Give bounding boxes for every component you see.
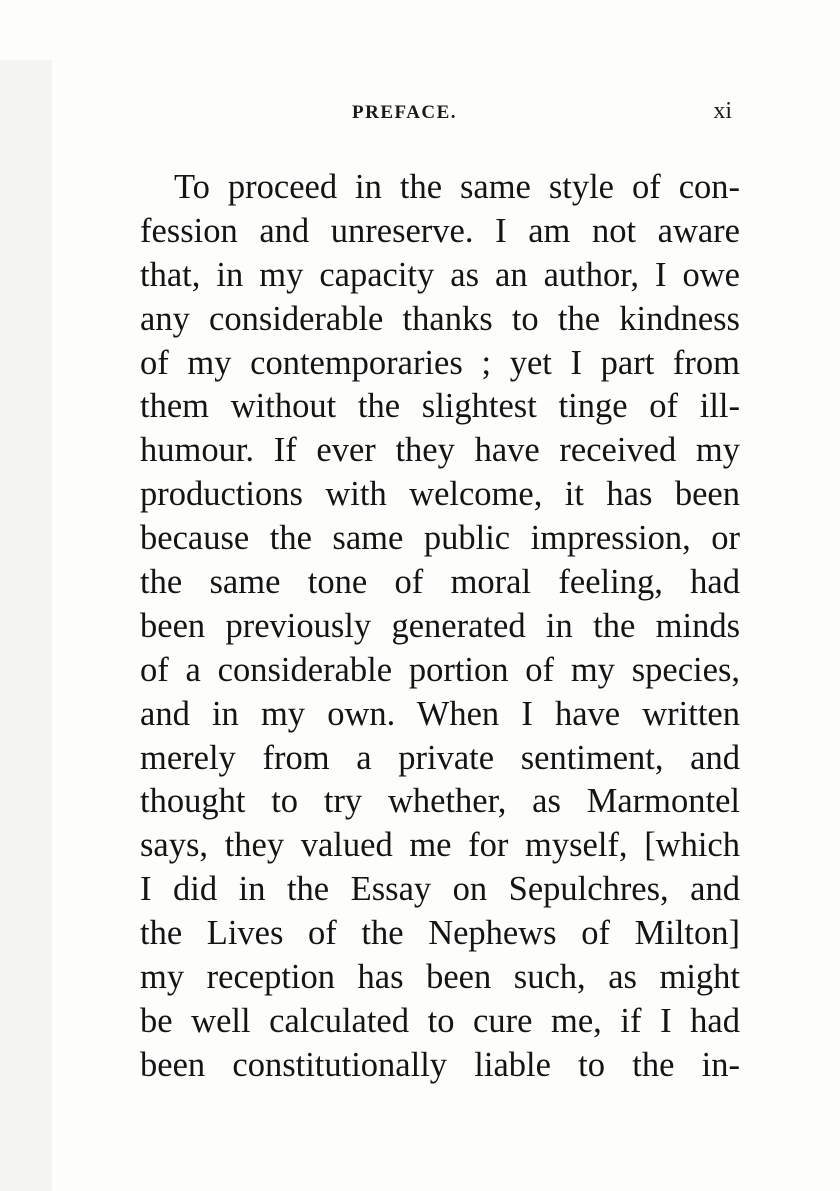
- text-line: says, they valued me for myself, [which: [140, 826, 740, 865]
- text-line: thought to try whether, as Marmontel: [140, 782, 740, 821]
- page-gutter: [0, 60, 52, 1191]
- text-line: any considerable thanks to the kindness: [140, 299, 740, 338]
- text-line: that, in my capacity as an author, I owe: [140, 255, 740, 294]
- text-line: of a considerable portion of my species,: [140, 650, 740, 689]
- text-line: fession and unreserve. I am not aware: [140, 211, 740, 250]
- text-line: To proceed in the same style of con-: [174, 168, 740, 206]
- text-line: of my contemporaries ; yet I part from: [140, 343, 740, 382]
- text-line: be well calculated to cure me, if I had: [140, 1001, 740, 1040]
- running-head: [140, 98, 740, 134]
- page-number: xi: [713, 98, 732, 124]
- text-line: the same tone of moral feeling, had: [140, 563, 740, 602]
- text-line: them without the slightest tinge of ill-: [140, 387, 740, 426]
- text-line: productions with welcome, it has been: [140, 475, 740, 514]
- text-line: the Lives of the Nephews of Milton]: [140, 914, 740, 953]
- text-line: merely from a private sentiment, and: [140, 738, 740, 777]
- text-line: humour. If ever they have received my: [140, 431, 740, 470]
- text-line: and in my own. When I have written: [140, 694, 740, 733]
- text-line: my reception has been such, as might: [140, 958, 740, 997]
- text-line: been previously generated in the minds: [140, 606, 740, 645]
- running-head-title: PREFACE.: [352, 102, 458, 123]
- text-line: I did in the Essay on Sepulchres, and: [140, 870, 740, 909]
- text-line: because the same public impression, or: [140, 519, 740, 558]
- text-line: been constitutionally liable to the in-: [140, 1045, 740, 1084]
- body-text: [140, 166, 740, 1088]
